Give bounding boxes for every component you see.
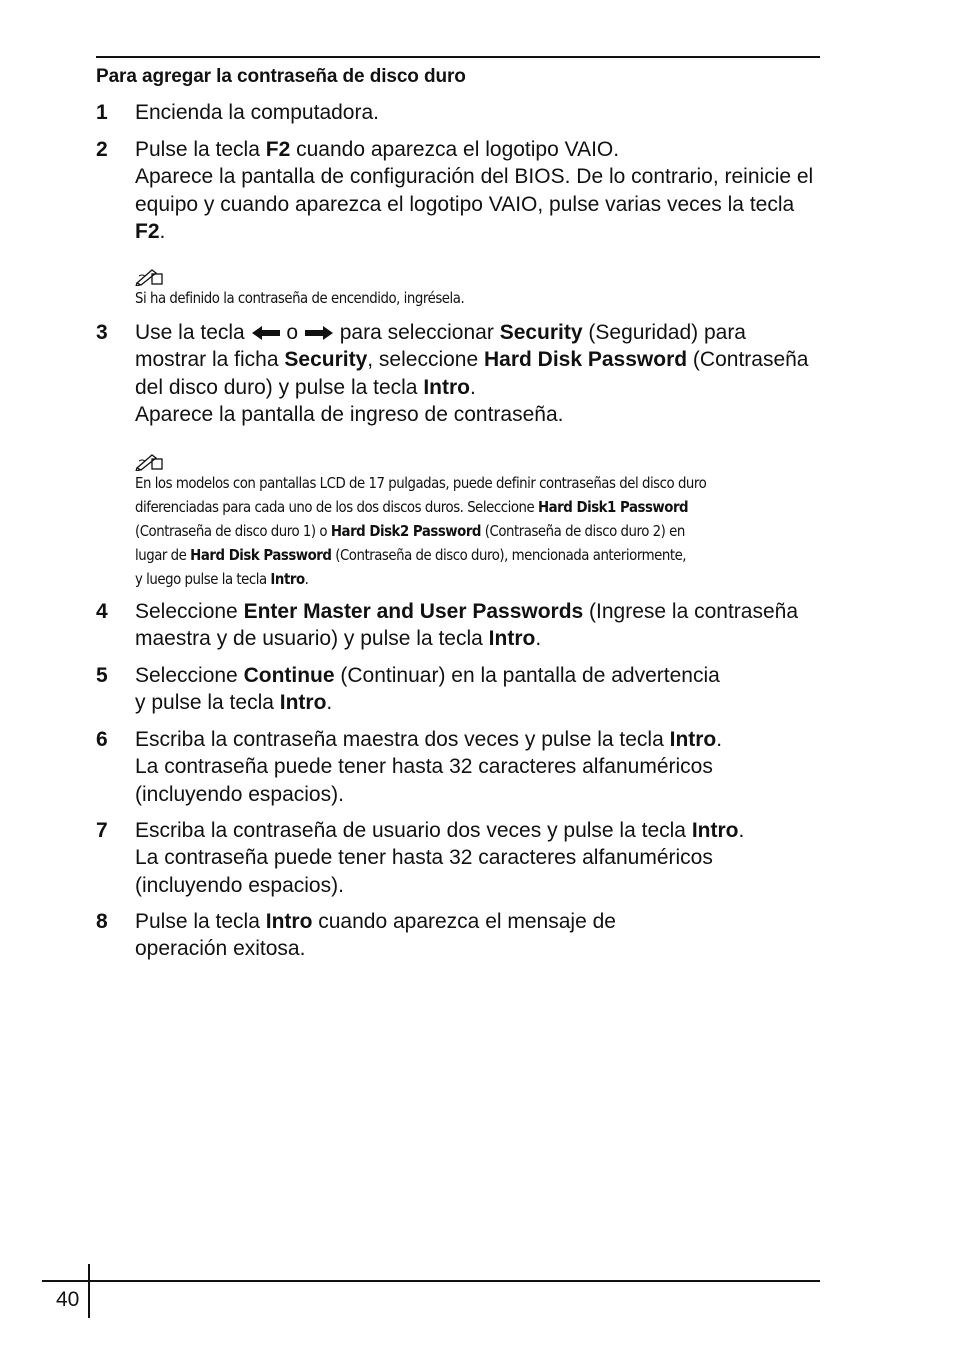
step-text: Escriba la contraseña maestra dos veces y pulse la tecla Intro.	[135, 728, 723, 751]
step-text: Encienda la computadora.	[135, 101, 379, 124]
step-text: operación exitosa.	[135, 937, 306, 961]
step-body	[135, 136, 820, 245]
section-title: Para agregar la contraseña de disco duro	[96, 66, 466, 87]
step-number: 7	[96, 819, 108, 842]
step-body	[135, 598, 820, 653]
step-text: (incluyendo espacios).	[135, 782, 344, 806]
step-number: 8	[96, 910, 108, 933]
step-text: La contraseña puede tener hasta 32 caracteres alfanuméricos	[135, 846, 713, 870]
step-text: (incluyendo espacios).	[135, 873, 344, 897]
step-number: 3	[96, 321, 108, 344]
top-rule	[96, 56, 820, 58]
left-arrow-key-icon	[251, 325, 281, 341]
step-number: 5	[96, 664, 108, 687]
key-f2: F2	[135, 219, 160, 243]
step-body	[135, 99, 820, 126]
step-text: Seleccione Enter Master and User Passwords (Ingrese la contraseña maestra y de usuario) y pulse la tecla Intro.	[135, 600, 799, 651]
step-number: 6	[96, 728, 108, 751]
step-text: Escriba la contraseña de usuario dos veces y pulse la tecla Intro.	[135, 819, 745, 842]
step-body	[135, 662, 820, 717]
step-text: Use la tecla o para seleccionar Security (Seguridad) para mostrar la ficha Security, seleccione Hard Disk Password (Contraseña del disco duro) y pulse la tecla Intro.	[135, 321, 809, 399]
step-text: Seleccione Continue (Continuar) en la pantalla de advertencia	[135, 664, 720, 687]
step-body	[135, 908, 820, 963]
step-number: 1	[96, 101, 108, 124]
step-number: 4	[96, 600, 108, 623]
step-text: Pulse la tecla F2 cuando aparezca el logotipo VAIO.	[135, 138, 620, 161]
bottom-rule	[42, 1280, 820, 1282]
page-number-divider	[88, 1264, 90, 1318]
step-number: 2	[96, 138, 108, 161]
note-2	[135, 451, 825, 591]
note-text: En los modelos con pantallas LCD de 17 pulgadas, puede definir contraseñas del disco duro diferenciadas para cada uno de los dos discos duros. Seleccione Hard Disk1 Password (Contraseña de disco duro 1) o Hard Disk2 Password (Contraseña de disco duro 2) en lugar de Hard Disk Password (Contraseña de disco duro), mencionada anteriormente, y luego pulse la tecla Intro.	[135, 474, 707, 588]
step-text: y pulse la tecla Intro.	[135, 691, 333, 715]
note-text: Si ha definido la contraseña de encendido, ingrésela.	[135, 289, 465, 307]
step-text: La contraseña puede tener hasta 32 caracteres alfanuméricos	[135, 755, 713, 779]
step-body	[135, 817, 820, 899]
step-text: Aparece la pantalla de ingreso de contraseña.	[135, 402, 564, 426]
key-f2: F2	[265, 138, 291, 161]
pen-note-icon	[135, 266, 165, 286]
step-body	[135, 319, 820, 428]
pen-note-icon	[135, 451, 165, 471]
page-number: 40	[56, 1288, 80, 1311]
step-body	[135, 726, 820, 808]
note-1	[135, 266, 825, 310]
step-text: Aparece la pantalla de configuración del BIOS. De lo contrario, reinicie el equipo y cuando aparezca el logotipo VAIO, pulse varias veces la tecla F2.	[135, 165, 814, 243]
step-text: Pulse la tecla Intro cuando aparezca el mensaje de	[135, 910, 616, 933]
right-arrow-key-icon	[304, 325, 334, 341]
